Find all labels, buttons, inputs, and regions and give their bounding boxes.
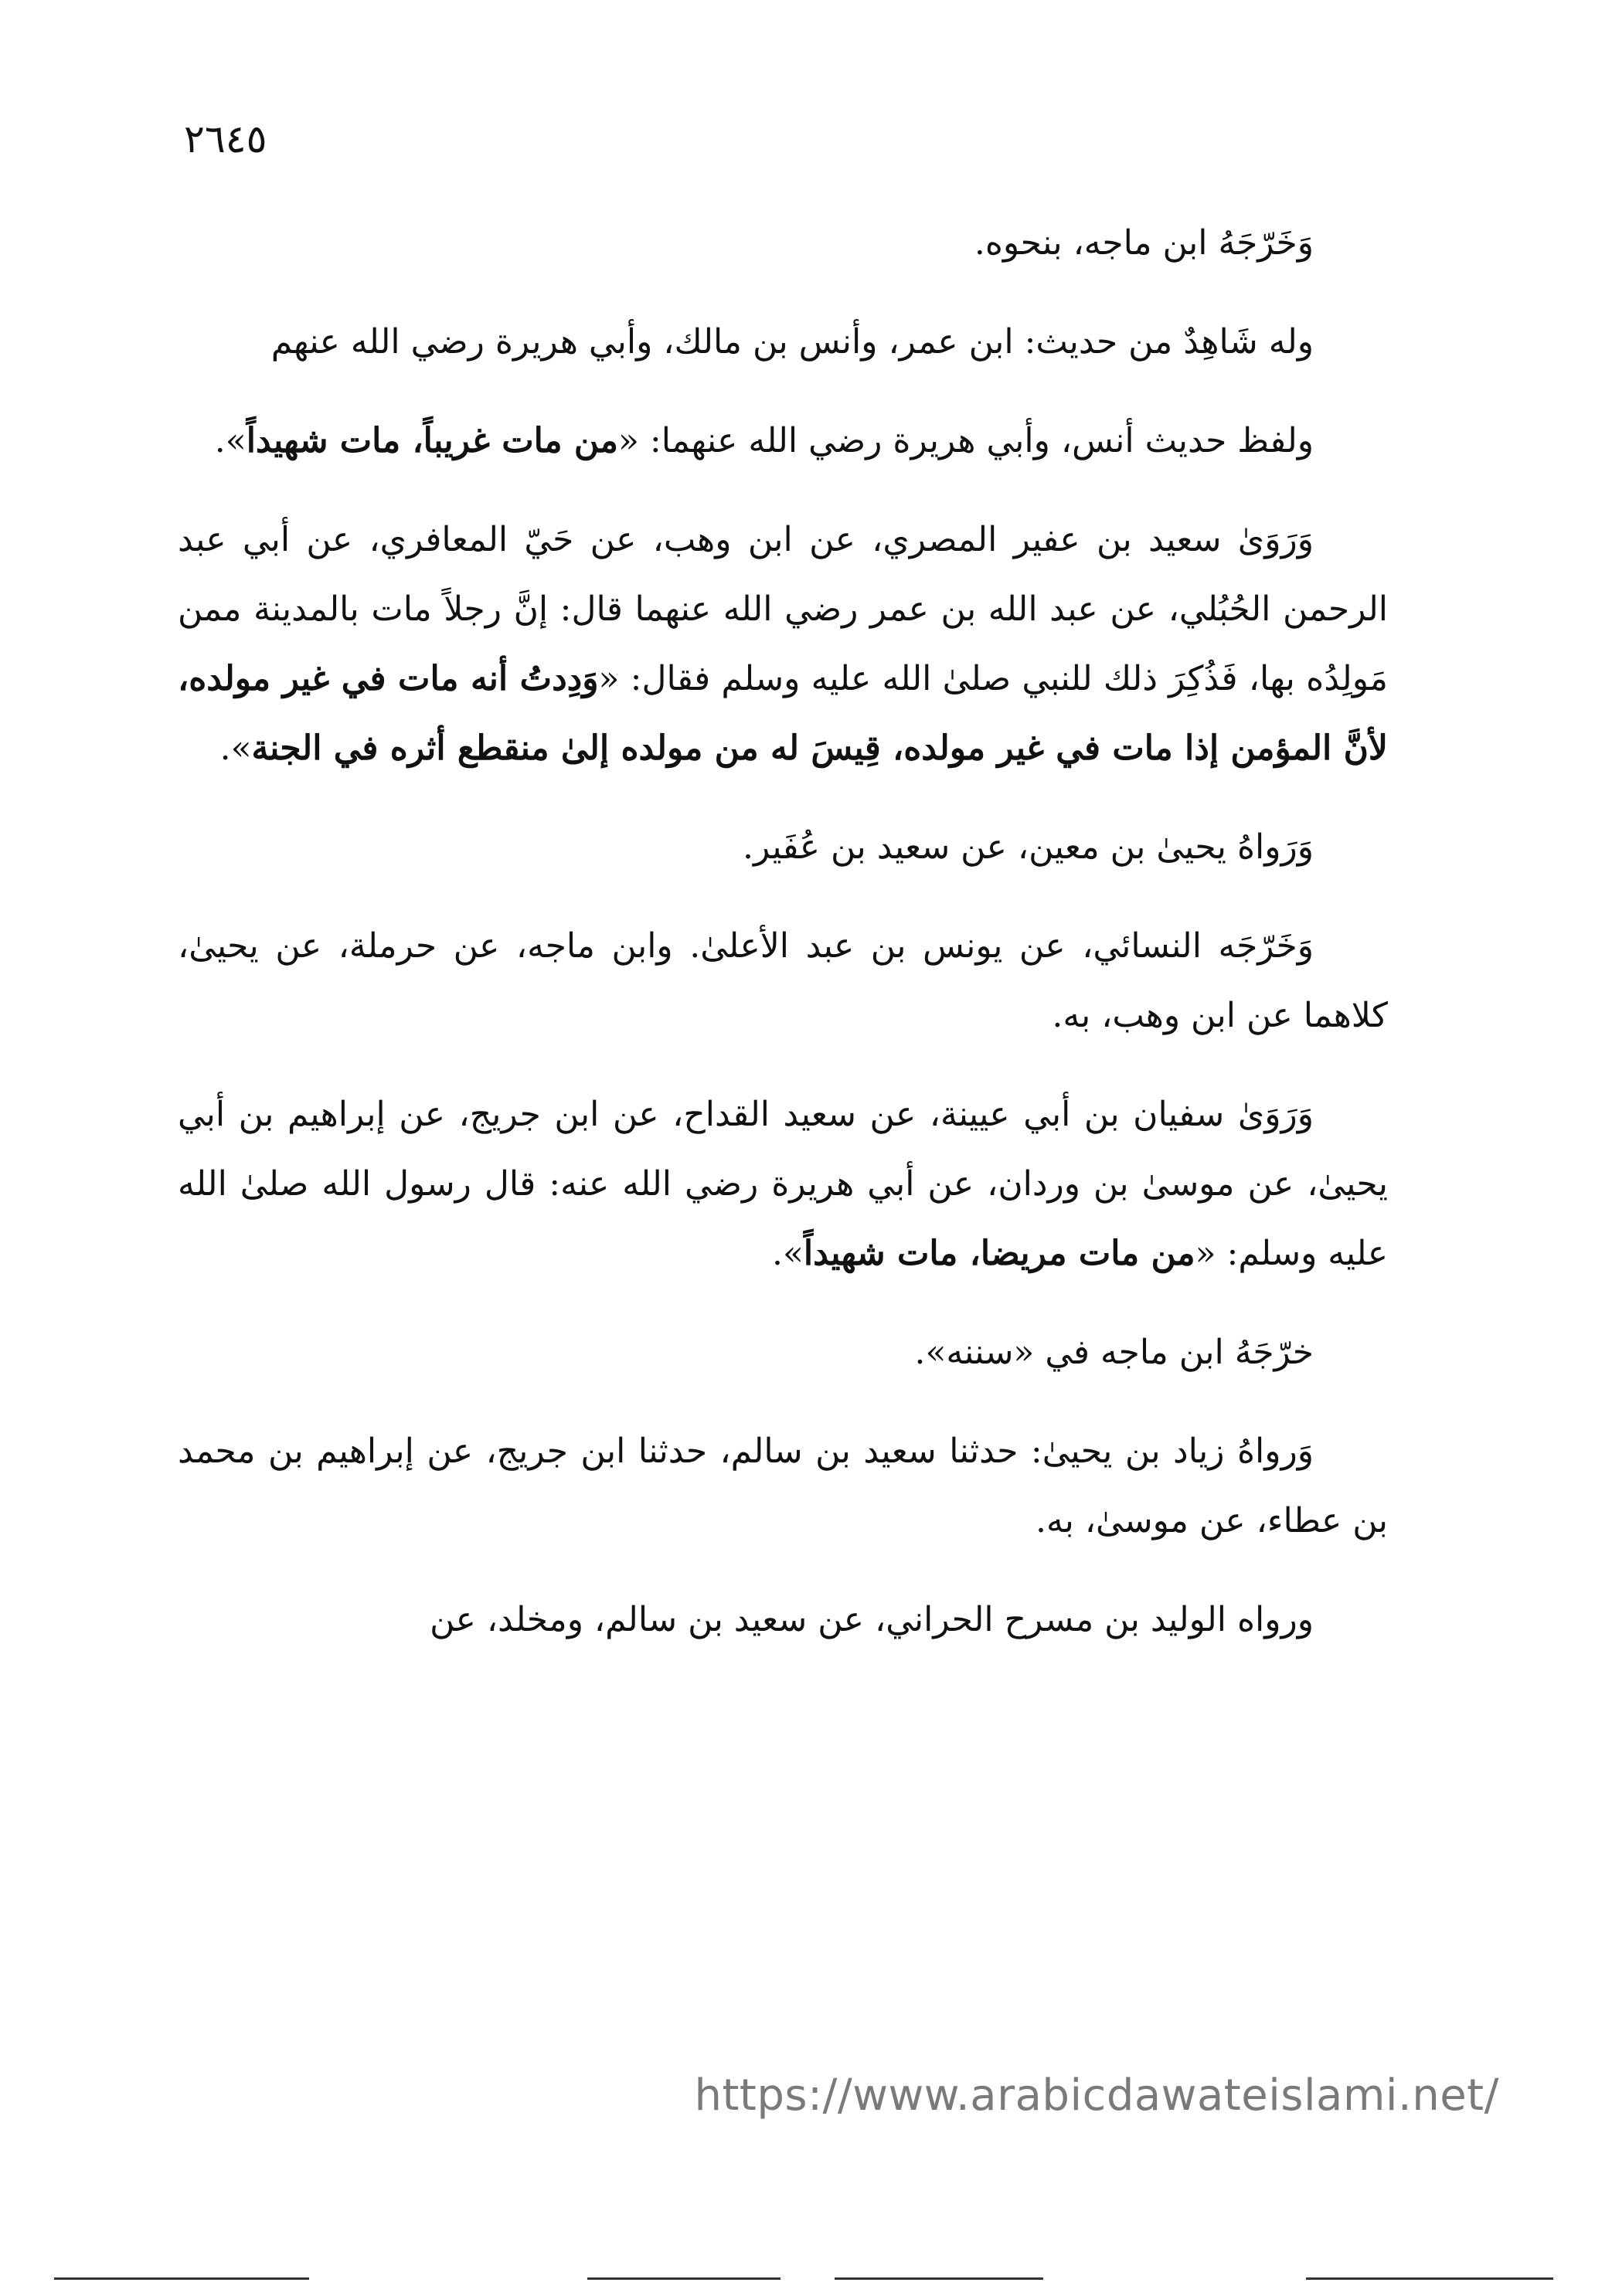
paragraph-text: وله شَاهِدٌ من حديث: ابن عمر، وأنس بن مالك، وأبي هريرة رضي الله عنهم — [270, 322, 1314, 362]
paragraph — [178, 1318, 1388, 1387]
paragraph-text: ». — [219, 729, 252, 768]
paragraph-text: ورواه الوليد بن مسرح الحراني، عن سعيد بن سالم، ومخلد، عن — [430, 1600, 1314, 1639]
paragraph — [178, 1585, 1388, 1655]
paragraph — [178, 813, 1388, 882]
paragraph — [178, 912, 1388, 1051]
paragraph — [178, 1080, 1388, 1289]
paragraph-text: ». — [771, 1234, 804, 1273]
body-text — [178, 209, 1388, 1684]
hadith-quote: من مات مريضا، مات شهيداً — [803, 1234, 1195, 1273]
paragraph-text: وَخَرّجَه النسائي، عن يونس بن عبد الأعلىٰ. وابن ماجه، عن حرملة، عن يحيىٰ، كلاهما عن ابن وهب، به. — [178, 926, 1388, 1035]
hadith-quote: من مات غريباً، مات شهيداً — [246, 421, 618, 460]
paragraph-text: وَخَرّجَهُ ابن ماجه، بنحوه. — [974, 223, 1314, 263]
paragraph-text: خرّجَهُ ابن ماجه في «سننه». — [914, 1333, 1314, 1372]
paragraph-text: وَرَوَىٰ سفيان بن أبي عيينة، عن سعيد القداح، عن ابن جريج، عن إبراهيم بن أبي يحيىٰ، عن موسىٰ بن وردان، عن أبي هريرة رضي الله عنه: قال رسول الله صلىٰ الله عليه وسلم: « — [178, 1095, 1388, 1273]
paragraph-text: وَرَوَىٰ سعيد بن عفير المصري، عن ابن وهب، عن حَيّ المعافري، عن أبي عبد الرحمن الحُبُلي، عن عبد الله بن عمر رضي الله عنهما قال: إنَّ رجلاً مات بالمدينة ممن مَولِدُه بها، فَذُكِرَ ذلك للنبي صلىٰ الله عليه وسلم فقال: « — [178, 520, 1388, 698]
bottom-rule — [54, 2277, 309, 2280]
bottom-rule — [1306, 2277, 1553, 2280]
paragraph — [178, 505, 1388, 783]
bottom-rule — [835, 2277, 1043, 2280]
paragraph-text: ». — [214, 421, 247, 460]
paragraph-text: ولفظ حديث أنس، وأبي هريرة رضي الله عنهما: « — [617, 421, 1314, 460]
watermark-url: https://www.arabicdawateislami.net/ — [694, 2070, 1499, 2121]
paragraph-text: وَرواهُ زياد بن يحيىٰ: حدثنا سعيد بن سالم، حدثنا ابن جريج، عن إبراهيم بن محمد بن عطاء، عن موسىٰ، به. — [178, 1432, 1388, 1540]
paragraph — [178, 307, 1388, 377]
bottom-rule — [587, 2277, 780, 2280]
paragraph-text: وَرَواهُ يحيىٰ بن معين، عن سعيد بن عُفَير. — [742, 827, 1314, 867]
page-number: ٢٦٤٥ — [184, 117, 267, 161]
paragraph — [178, 209, 1388, 278]
paragraph — [178, 1417, 1388, 1556]
hadith-quote: وَدِدتُ أنه مات في غير مولده، لأنَّ المؤمن إذا مات في غير مولده، قِيسَ له من مولده إلىٰ منقطع أثره في الجنة — [178, 659, 1388, 768]
paragraph — [178, 406, 1388, 476]
